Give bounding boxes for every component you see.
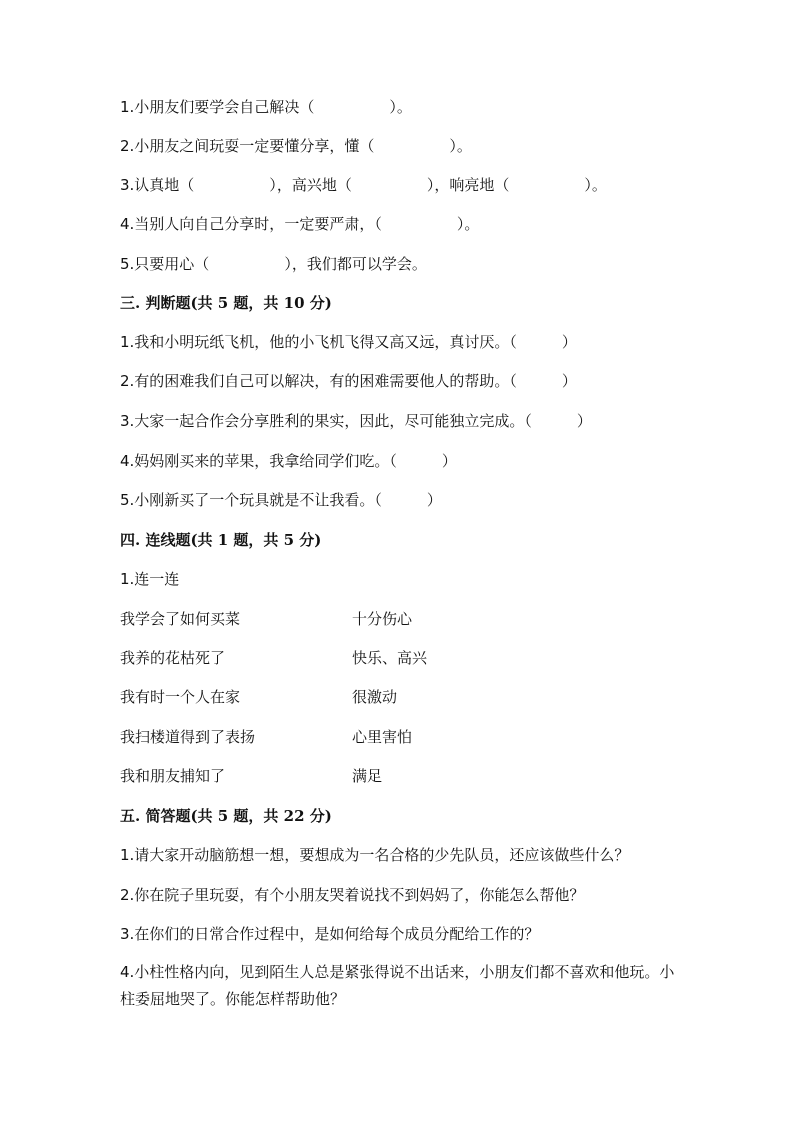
short-answer-item-4: 4.小柱性格内向，见到陌生人总是紧张得说不出话来，小朋友们都不喜欢和他玩。小柱委屈地哭了。你能怎样帮助他？ [120, 963, 675, 1008]
short-answer-item-2: 2.你在院子里玩耍，有个小朋友哭着说找不到妈妈了，你能怎么帮他？ [120, 886, 585, 904]
section-heading-short-answer: 五. 简答题(共 5 题，共 22 分) [120, 807, 332, 825]
true-false-item-1: 1.我和小明玩纸飞机，他的小飞机飞得又高又远，真讨厌。（ ） [120, 333, 577, 351]
matching-left-item-1: 我学会了如何买菜 [120, 610, 241, 628]
matching-right-item-1: 十分伤心 [352, 610, 413, 628]
short-answer-item-1: 1.请大家开动脑筋想一想，要想成为一名合格的少先队员，还应该做些什么？ [120, 846, 630, 864]
fill-blank-item-2: 2.小朋友之间玩耍一定要懂分享，懂（ ）。 [120, 137, 472, 155]
matching-question: 1.连一连 [120, 570, 180, 588]
section-heading-true-false: 三. 判断题(共 5 题，共 10 分) [120, 294, 332, 312]
true-false-item-5: 5.小刚新买了一个玩具就是不让我看。（ ） [120, 491, 442, 509]
matching-right-item-2: 快乐、高兴 [352, 649, 428, 667]
fill-blank-item-4: 4.当别人向自己分享时，一定要严肃，（ ）。 [120, 215, 480, 233]
matching-right-item-4: 心里害怕 [352, 728, 413, 746]
matching-left-item-3: 我有时一个人在家 [120, 688, 241, 706]
matching-right-item-3: 很激动 [352, 688, 398, 706]
fill-blank-item-1: 1.小朋友们要学会自己解决（ ）。 [120, 98, 412, 116]
matching-left-item-5: 我和朋友捕知了 [120, 767, 226, 785]
true-false-item-4: 4.妈妈刚买来的苹果，我拿给同学们吃。（ ） [120, 452, 457, 470]
matching-left-item-4: 我扫楼道得到了表扬 [120, 728, 256, 746]
true-false-item-2: 2.有的困难我们自己可以解决，有的困难需要他人的帮助。（ ） [120, 372, 577, 390]
section-heading-matching: 四. 连线题(共 1 题，共 5 分) [120, 531, 322, 549]
true-false-item-3: 3.大家一起合作会分享胜利的果实，因此，尽可能独立完成。（ ） [120, 412, 592, 430]
short-answer-item-3: 3.在你们的日常合作过程中，是如何给每个成员分配给工作的？ [120, 925, 540, 943]
fill-blank-item-3: 3.认真地（ ），高兴地（ ），响亮地（ ）。 [120, 176, 607, 194]
fill-blank-item-5: 5.只要用心（ ），我们都可以学会。 [120, 255, 427, 273]
matching-right-item-5: 满足 [352, 767, 383, 785]
matching-left-item-2: 我养的花枯死了 [120, 649, 226, 667]
